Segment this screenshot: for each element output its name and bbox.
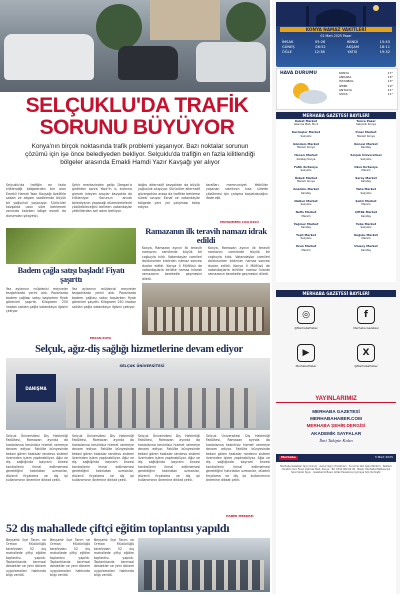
dealer-item: Kardeşler Market Selçuklu: [291, 130, 321, 138]
publication-item: AKADEMİK SAYFALAR: [310, 430, 362, 436]
main-subhead: Konya'nın birçok noktasında trafik problemi yaşanıyor. Bazı noktalar sorunun çözümü için işe önce belediyeden bekliyor. Selçuklu'da trafiğin en fazla kilitlendiği bölgeler arasında Emakli Hamdi Yazır Kavşağı yer alıyor: [25, 143, 255, 166]
ramazan-body-1: Konya, Ramazan ayının ilk teravih namazını camilerde büyük bir coşkuyla kıldı. Vatandaşlar camileri doldururken kıldırılan namaz sonrası dualar edildi. Konya İl Müftüsü de vatandaşlarla birlikte namaz kılarak ramazanın bereketle geçmesini diledi.: [142, 246, 202, 281]
prayer-name: YATSI: [347, 50, 358, 54]
weather-sun-cloud-icon: [283, 79, 331, 105]
dismahalle-body-3: Beyşehir İlçe Tarım ve Orman Müdürlüğü tarafından 52 dış mahallede çiftçi eğitim toplantısı yapıldı. Toplantılarda tarımsal destekler ve yeni dönem uygulamaları hakkında bilgi verildi.: [94, 538, 134, 578]
dealer-item: Çiftlik Market Karatay: [354, 210, 378, 218]
prayer-date: 02 Mart 2025 Pazar: [320, 34, 352, 38]
dismahalle-photo: [138, 538, 270, 592]
dealer-item: Nefis Market Meram: [295, 210, 317, 218]
badem-author: ERKAN KAYA: [90, 336, 112, 340]
dealer-item: Uzun Market Meram: [295, 244, 317, 252]
prayer-time: 05:26: [314, 40, 326, 44]
ramazan-body-2: Konya, Ramazan ayının ilk teravih namazını camilerde büyük bir coşkuyla kıldı. Vatandaşlar camileri doldururken kıldırılan namaz sonrası dualar edildi. Konya İl Müftüsü de vatandaşlarla birlikte namaz kılarak ramazanın bereketle geçmesini diledi.: [208, 246, 270, 277]
facebook-icon: f: [357, 306, 375, 324]
dismahalle-body-2: Beyşehir İlçe Tarım ve Orman Müdürlüğü tarafından 52 dış mahallede çiftçi eğitim toplantısı yapıldı. Toplantılarda tarımsal destekler ve yeni dönem uygulamaları hakkında bilgi verildi.: [50, 538, 90, 578]
weather-city: SİVAS: [339, 92, 348, 97]
x-handle: @MerhabaHaber: [354, 364, 378, 368]
car: [4, 34, 94, 80]
selcuk-photo: [6, 358, 270, 430]
prayer-time: 15:43: [379, 40, 390, 44]
weather-list: [339, 71, 393, 96]
main-col-3: doğru alternatif kavşaktan da büyük yoğunluk oluşuyor. Sürücüler alternatif güzergahlar arasa da trafikte bekleme süresi uzuyor. Esnaf ve vatandaşlar bölgede yeni yol çalışması talep ediyor.: [138, 183, 200, 210]
dealer-item: Özbek Market Meram Konya: [294, 176, 318, 184]
dealer-item: Şehir Market Meram: [355, 198, 377, 207]
badem-headline: Badem çağla satışı başladı! Fiyatı şaşırttı: [17, 266, 125, 284]
building: [150, 0, 220, 40]
publications-list: [276, 408, 396, 444]
dealer-item: Yeşil Market Selçuklu: [296, 233, 316, 241]
selcuk-body-4: Selçuk Üniversitesi Diş Hekimliği Fakültesi, Ramazan ayında da hastalarına kesintisiz hizmet vermeye devam ediyor. Fakülte bünyesinde tedavi gören hastalar randevu sistemi üzerinden işlem yaptırabiliyor. Ağız ve diş sağlığında bayram öncesi kontrollerin ihmal edilmemesi gerektiğini hatırlatan uzmanlar, düzenli fırçalama ve diş ipi kullanımının önemine dikkat çekti.: [206, 434, 270, 483]
main-author: MUHAMMED CAN ÖZLÜ: [220, 220, 259, 224]
dismahalle-body-1: Beyşehir İlçe Tarım ve Orman Müdürlüğü tarafından 52 dış mahallede çiftçi eğitim toplantısı yapıldı. Toplantılarda tarımsal destekler ve yeni dönem uygulamaları hakkında bilgi verildi.: [6, 538, 46, 578]
main-col-2: Şehir merkezinden gelip Dergan'a girdikten sonra Yazır'ın iç kısmına girmek isteyen araçlar kavşakta da kilitleniyor. Sorunun ancak belediyenin yapacağı düzenlemelerle çözülebileceğini belirten vatandaşlar yetkililerden acil adım bekliyor.: [72, 183, 132, 214]
main-headline: SELÇUKLU'DA TRAFİK SORUNU BÜYÜYOR: [25, 94, 249, 139]
weather-temp: 15°: [387, 75, 393, 80]
dealer-item: Kuğulu Market Meram: [354, 233, 378, 241]
imprint-bar: [276, 454, 396, 462]
dealer-item: Nalbur Market Selçuklu: [294, 198, 318, 207]
facebook-handle: Merhaba Gazetesi: [353, 326, 379, 330]
selcuk-headline: Selçuk, ağız-diş sağlığı hizmetlerine devam ediyor: [35, 344, 243, 355]
weather-temp: 13°: [387, 79, 393, 84]
dealers-col-right: [337, 120, 395, 257]
prayer-name: ÖĞLE: [282, 50, 292, 54]
weather-title: HAVA DURUMU: [280, 71, 317, 76]
dealer-item: Yağmur Market Karatay: [293, 221, 319, 230]
dealer-item: Selçuk Üniversitesi Selçuklu: [350, 153, 382, 161]
weather-temp: 19°: [387, 83, 393, 88]
dealer-item: Hocacı Market Karatay Konya: [294, 153, 318, 161]
weather-city: ANTALYA: [339, 87, 352, 92]
publications-header: YAYINLARIMIZ: [276, 396, 396, 403]
imprint-logo: Merhaba: [281, 455, 296, 460]
tree: [226, 2, 266, 42]
clinic-interior: [66, 388, 256, 428]
selcuk-author: HABER MERKEZİ: [226, 514, 254, 518]
dealer-item: Konevi Market Karatay: [354, 141, 378, 150]
dealer-item: Anadolu Market Karatay: [293, 187, 319, 195]
main-col-1: Selçuklu'da trafiğin en fazla kilitlendiği bölgelerden biri olan Emekli Hamdi Yazır Kavşağı özellikle sabah ve akşam saatlerinde büyük bir yoğunluk yaşanıyor. Sürücüler kavşakta uzun süre beklemek zorunda kalırken bölge esnafı da durumdan şikayetçi.: [6, 183, 66, 218]
prayer-time: 19:32: [379, 50, 390, 54]
imprint-date: 3 Mart 2025: [374, 455, 393, 460]
prayer-name: İKİNDİ: [346, 40, 358, 44]
dealers-list: [276, 120, 396, 282]
car: [118, 46, 178, 80]
weather-city: KONYA: [339, 71, 350, 75]
youtube-link[interactable]: [276, 344, 336, 368]
selcuk-body-1: Selçuk Üniversitesi Diş Hekimliği Fakültesi, Ramazan ayında da hastalarına kesintisiz hizmet vermeye devam ediyor. Fakülte bünyesinde tedavi gören hastalar randevu sistemi üzerinden işlem yaptırabiliyor. Ağız ve diş sağlığında bayram öncesi kontrollerin ihmal edilmemesi gerektiğini hatırlatan uzmanlar, düzenli fırçalama ve diş ipi kullanımının önemine dikkat çekti.: [6, 434, 68, 483]
weather-box: [276, 68, 398, 110]
weather-city: ANKARA: [339, 75, 352, 80]
selcuk-body-2: Selçuk Üniversitesi Diş Hekimliği Fakültesi, Ramazan ayında da hastalarına kesintisiz hizmet vermeye devam ediyor. Fakülte bünyesinde tedavi gören hastalar randevu sistemi üzerinden işlem yaptırabiliyor. Ağız ve diş sağlığında bayram öncesi kontrollerin ihmal edilmemesi gerektiğini hatırlatan uzmanlar, düzenli fırçalama ve diş ipi kullanımının önemine dikkat çekti.: [72, 434, 134, 483]
prayer-name: AKŞAM: [346, 45, 359, 49]
dismahalle-headline: 52 dış mahallede çiftçi eğitim toplantısı yapıldı: [6, 521, 230, 535]
instagram-link[interactable]: [276, 306, 336, 330]
weather-city: İSTANBUL: [339, 79, 354, 84]
prayer-grid: [282, 40, 390, 55]
instagram-icon: ◎: [297, 306, 315, 324]
badem-body-1: Yaz aylarının müjdecisi meyveler tezgahlarda yerini aldı. Pazarlarda badem çağlası satışı başlarken fiyatı görenleri şaşırttı. Kilogramı 250 liradan satılan çağla vatandaşın ilgisini çekiyor.: [6, 287, 68, 314]
weather-temp: 17°: [387, 71, 393, 75]
traffic-photo: [0, 0, 270, 92]
prayer-times-box: [276, 2, 396, 67]
prayer-row: [282, 50, 390, 55]
dealer-item: Fatih Kırtasiye Selçuklu: [294, 164, 318, 173]
prayer-time: 12:38: [314, 50, 325, 54]
publication-item: MERHABAHABER.COM: [310, 416, 362, 422]
badem-body-2: Yaz aylarının müjdecisi meyveler tezgahlarda yerini aldı. Pazarlarda badem çağlası satışı başlarken fiyatı görenleri şaşırttı. Kilogramı 250 liradan satılan çağla vatandaşın ilgisini çekiyor.: [72, 287, 136, 309]
dealer-item: Kubat Market Aksinne Mah. No:2: [293, 119, 319, 127]
ramazan-headline: Ramazanın ilk teravih namazı idrak edildi: [145, 226, 267, 245]
dealers-col-left: [277, 120, 335, 257]
publication-item: MERHABA GAZETESİ: [312, 409, 360, 414]
ramazan-photo: [142, 283, 270, 335]
dealer-item: Taha Market Selçuklu: [355, 187, 376, 195]
social-grid: [276, 300, 396, 380]
mosque-icon: [276, 2, 396, 26]
x-link[interactable]: [336, 344, 396, 368]
meeting-crowd: [144, 560, 264, 590]
facebook-link[interactable]: [336, 306, 396, 330]
dealers-header: MERHABA GAZETESİ BAYİLERİ: [276, 112, 396, 119]
dealer-item: Gündem Market Meram Konya: [293, 141, 319, 150]
dealer-item: Pınar Market Meram Konya: [355, 130, 377, 138]
publication-item: MERHABA ŞEHİR DERGİSİ: [306, 423, 366, 429]
dealer-item: Saray Market Karatay: [355, 176, 377, 184]
prayer-name: İMSAK: [282, 40, 294, 44]
x-icon: X: [357, 344, 375, 362]
weather-temp: 11°: [387, 92, 393, 97]
dealer-item: Ulusoy Market Karatay: [354, 244, 378, 252]
dealer-item: Okur Kırtasiye Meram: [354, 164, 378, 173]
prayer-time: 06:52: [315, 45, 326, 49]
crowd-figures: [148, 307, 264, 331]
prayer-time: 18:11: [379, 45, 390, 49]
youtube-handle: MerhabaHaber: [295, 364, 317, 368]
dealer-item: Tunca Pazar Selçuklu Konya: [356, 119, 376, 127]
instagram-handle: @MerhabaHaber: [294, 326, 318, 330]
imprint-text: Merhaba Gazetesi Yayın Kurulu · Genel Yayın Yönetmeni · Sorumlu Yazı İşleri Müdürü · Reklam · Yönetim Yeri: Fevzi Çakmak Mah. Konya · Tel: 0332 000 00 00 · Baskı: Merhaba Matbaacılık · Yerel Süreli Yayın · Gazetemiz Basın Ahlak Esaslarına Uymaya Söz Vermiştir.: [280, 465, 392, 475]
social-header: MERHABA GAZETESİ BAYİLERİ: [276, 290, 396, 297]
dealer-item: Tuba Market Selçuklu: [355, 221, 377, 230]
selcuk-body-3: Selçuk Üniversitesi Diş Hekimliği Fakültesi, Ramazan ayında da hastalarına kesintisiz hizmet vermeye devam ediyor. Fakülte bünyesinde tedavi gören hastalar randevu sistemi üzerinden işlem yaptırabiliyor. Ağız ve diş sağlığında bayram öncesi kontrollerin ihmal edilmemesi gerektiğini hatırlatan uzmanlar, düzenli fırçalama ve diş ipi kullanımının önemine dikkat çekti.: [138, 434, 200, 483]
prayer-title: KONYA NAMAZ VAKİTLERİ: [280, 27, 392, 32]
youtube-icon: ▶: [297, 344, 315, 362]
tree: [96, 4, 142, 50]
university-sign: SELÇUK ÜNİVERSİTESİ: [119, 364, 165, 368]
publication-item: İlmi Takipte Kalın: [319, 437, 353, 443]
imprint: [276, 454, 396, 596]
weather-row: [339, 92, 393, 96]
danisma-banner: DANIŞMA: [16, 374, 56, 402]
prayer-name: GÜNEŞ: [282, 45, 295, 49]
car: [196, 42, 266, 82]
weather-temp: 21°: [387, 87, 393, 92]
weather-city: İZMİR: [339, 83, 348, 88]
main-col-4: tarafları memnuniyet Yetkililer yaşanan sıkıntının kısa sürede çözülmesi için çalışma başlatılacağını ifade etti.: [206, 183, 268, 201]
badem-photo: [6, 228, 136, 264]
